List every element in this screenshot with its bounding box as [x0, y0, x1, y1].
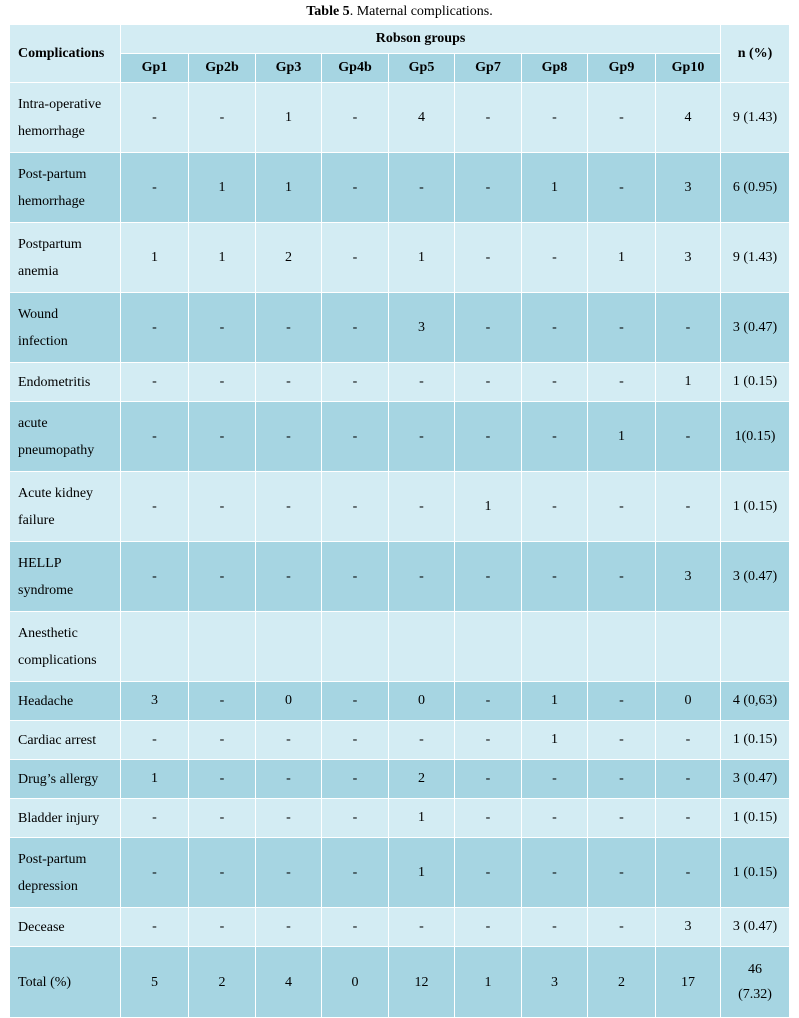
group-count-cell: - — [455, 760, 522, 799]
complication-label — [10, 947, 121, 1018]
group-count-cell: - — [588, 760, 656, 799]
complication-label-line: HELLP — [18, 555, 62, 571]
group-count-cell: 1 — [389, 223, 455, 293]
group-count-cell: - — [256, 472, 322, 542]
group-count-cell: - — [121, 153, 189, 223]
group-count-cell: - — [121, 799, 189, 838]
robson-groups-header: Robson groups — [121, 25, 721, 54]
complication-label-line: Cardiac arrest — [18, 732, 97, 748]
group-count-cell: - — [121, 838, 189, 908]
group-count-cell: - — [455, 402, 522, 472]
group-count-cell: - — [322, 721, 389, 760]
group-count-cell: 4 — [389, 83, 455, 153]
group-count-cell: - — [189, 83, 256, 153]
group-count-cell: - — [121, 908, 189, 947]
group-count-cell: 1 — [389, 799, 455, 838]
group-header: Gp7 — [455, 54, 522, 83]
group-count-cell: - — [121, 542, 189, 612]
group-count-cell: 17 — [656, 947, 721, 1018]
group-count-cell: - — [256, 402, 322, 472]
group-count-cell: - — [256, 721, 322, 760]
n-percent-cell — [721, 612, 790, 682]
group-header: Gp1 — [121, 54, 189, 83]
complication-label-line: anemia — [18, 263, 59, 279]
group-count-cell: 0 — [389, 682, 455, 721]
group-count-cell: - — [588, 838, 656, 908]
group-count-cell: - — [322, 153, 389, 223]
group-count-cell: - — [656, 838, 721, 908]
complication-label — [10, 682, 121, 721]
group-count-cell: - — [588, 542, 656, 612]
group-count-cell: - — [522, 760, 588, 799]
complication-label-line: Drug’s allergy — [18, 771, 99, 787]
n-percent-cell: 3 (0.47) — [721, 542, 790, 612]
complication-label-line: Headache — [18, 693, 74, 709]
n-percent-cell: 1 (0.15) — [721, 363, 790, 402]
group-count-cell: - — [389, 363, 455, 402]
group-header: Gp10 — [656, 54, 721, 83]
group-count-cell: 1 — [121, 223, 189, 293]
n-percent-line: 46 — [748, 962, 763, 977]
group-count-cell: - — [522, 223, 588, 293]
complication-label-line: Decease — [18, 919, 65, 935]
group-count-cell: 1 — [256, 153, 322, 223]
table-row — [10, 908, 790, 947]
n-percent-cell: 1 (0.15) — [721, 721, 790, 760]
complication-label-line: Post-partum — [18, 851, 87, 867]
group-count-cell: 5 — [121, 947, 189, 1018]
group-header: Gp4b — [322, 54, 389, 83]
table-row — [10, 542, 790, 612]
group-count-cell: - — [121, 293, 189, 363]
group-count-cell: - — [256, 799, 322, 838]
group-count-cell: - — [588, 363, 656, 402]
group-count-cell: 12 — [389, 947, 455, 1018]
total-row — [10, 947, 790, 1018]
n-percent-cell: 6 (0.95) — [721, 153, 790, 223]
group-count-cell: - — [588, 293, 656, 363]
group-count-cell: - — [588, 472, 656, 542]
group-count-cell: - — [322, 838, 389, 908]
n-percent-cell: 9 (1.43) — [721, 223, 790, 293]
group-header: Gp5 — [389, 54, 455, 83]
complication-label — [10, 799, 121, 838]
table-body — [10, 83, 790, 1018]
group-count-cell: 1 — [455, 947, 522, 1018]
group-count-cell: - — [522, 402, 588, 472]
table-row — [10, 83, 790, 153]
group-count-cell: - — [189, 838, 256, 908]
group-count-cell — [256, 612, 322, 682]
group-count-cell: 0 — [322, 947, 389, 1018]
group-count-cell: - — [121, 402, 189, 472]
group-count-cell: 1 — [656, 363, 721, 402]
group-count-cell: - — [455, 83, 522, 153]
group-count-cell: 3 — [656, 223, 721, 293]
group-count-cell: - — [455, 223, 522, 293]
complication-label-line: Wound — [18, 306, 59, 322]
group-count-cell — [522, 612, 588, 682]
group-count-cell: - — [256, 542, 322, 612]
group-count-cell: - — [256, 363, 322, 402]
n-percent-cell: 3 (0.47) — [721, 760, 790, 799]
table-row — [10, 682, 790, 721]
group-count-cell: - — [522, 799, 588, 838]
n-percent-cell: 9 (1.43) — [721, 83, 790, 153]
group-count-cell: - — [455, 682, 522, 721]
group-count-cell: 4 — [256, 947, 322, 1018]
table-row — [10, 472, 790, 542]
table-number: Table 5 — [306, 4, 350, 19]
group-count-cell: 0 — [256, 682, 322, 721]
group-count-cell: 1 — [522, 682, 588, 721]
group-count-cell: - — [389, 721, 455, 760]
group-count-cell: - — [656, 760, 721, 799]
complication-label-line: syndrome — [18, 582, 74, 598]
complication-label — [10, 908, 121, 947]
complication-label-line: pneumopathy — [18, 442, 95, 458]
complication-label-line: hemorrhage — [18, 193, 85, 209]
n-percent-line: (7.32) — [738, 987, 772, 1002]
table-row — [10, 760, 790, 799]
group-count-cell: - — [522, 908, 588, 947]
group-count-cell: - — [522, 363, 588, 402]
group-count-cell: - — [322, 799, 389, 838]
complication-label-line: Intra-operative — [18, 96, 102, 112]
header-row-2 — [10, 54, 790, 83]
complication-label-line: Postpartum — [18, 236, 82, 252]
group-count-cell: - — [656, 721, 721, 760]
n-percent-cell: 1(0.15) — [721, 402, 790, 472]
group-count-cell: - — [455, 542, 522, 612]
group-count-cell: - — [588, 721, 656, 760]
table-row — [10, 153, 790, 223]
group-count-cell: - — [656, 799, 721, 838]
complication-label — [10, 721, 121, 760]
complication-label — [10, 363, 121, 402]
n-percent-header: n (%) — [721, 25, 790, 83]
complication-label — [10, 472, 121, 542]
group-count-cell: - — [189, 363, 256, 402]
group-count-cell: - — [389, 153, 455, 223]
complication-label-line: acute — [18, 415, 48, 431]
group-count-cell: - — [656, 293, 721, 363]
group-count-cell: - — [189, 682, 256, 721]
group-count-cell — [588, 612, 656, 682]
table-row — [10, 838, 790, 908]
group-count-cell: - — [455, 721, 522, 760]
table-caption — [0, 0, 799, 24]
group-count-cell — [389, 612, 455, 682]
group-count-cell: - — [455, 838, 522, 908]
table-row — [10, 612, 790, 682]
group-count-cell: 2 — [389, 760, 455, 799]
group-count-cell — [322, 612, 389, 682]
group-count-cell: - — [189, 799, 256, 838]
group-count-cell: - — [322, 472, 389, 542]
group-count-cell: - — [189, 721, 256, 760]
complication-label — [10, 760, 121, 799]
group-count-cell: 1 — [588, 402, 656, 472]
group-count-cell — [189, 612, 256, 682]
group-count-cell: - — [256, 760, 322, 799]
complication-label-line: infection — [18, 333, 68, 349]
group-count-cell: - — [189, 402, 256, 472]
group-count-cell: 4 — [656, 83, 721, 153]
group-count-cell: - — [455, 908, 522, 947]
group-count-cell: - — [389, 542, 455, 612]
complication-label — [10, 223, 121, 293]
group-count-cell: - — [522, 838, 588, 908]
group-header: Gp8 — [522, 54, 588, 83]
complication-label — [10, 612, 121, 682]
complication-label-line: hemorrhage — [18, 123, 85, 139]
group-count-cell: - — [588, 153, 656, 223]
group-count-cell: 2 — [189, 947, 256, 1018]
group-count-cell: 1 — [189, 153, 256, 223]
n-percent-cell: 3 (0.47) — [721, 293, 790, 363]
group-count-cell: 3 — [389, 293, 455, 363]
group-count-cell: - — [389, 472, 455, 542]
group-count-cell: - — [322, 908, 389, 947]
n-percent-cell: 4 (0,63) — [721, 682, 790, 721]
complication-label — [10, 542, 121, 612]
complication-label — [10, 402, 121, 472]
group-count-cell: 1 — [455, 472, 522, 542]
group-count-cell: 3 — [121, 682, 189, 721]
group-count-cell: - — [189, 542, 256, 612]
group-count-cell: - — [322, 293, 389, 363]
group-count-cell: - — [522, 293, 588, 363]
group-count-cell: - — [256, 838, 322, 908]
group-header: Gp3 — [256, 54, 322, 83]
group-count-cell: - — [455, 799, 522, 838]
group-count-cell: 1 — [588, 223, 656, 293]
group-count-cell: 3 — [656, 542, 721, 612]
group-count-cell: 1 — [522, 721, 588, 760]
complication-label — [10, 293, 121, 363]
group-count-cell: - — [455, 363, 522, 402]
group-count-cell: 0 — [656, 682, 721, 721]
group-count-cell: - — [588, 799, 656, 838]
n-percent-cell: 1 (0.15) — [721, 838, 790, 908]
complication-label — [10, 83, 121, 153]
complication-label-line: Total (%) — [18, 974, 72, 990]
group-count-cell: - — [189, 760, 256, 799]
group-count-cell: - — [389, 402, 455, 472]
group-count-cell: - — [121, 363, 189, 402]
table-row — [10, 363, 790, 402]
group-count-cell: - — [189, 472, 256, 542]
table-row — [10, 799, 790, 838]
group-count-cell: 1 — [189, 223, 256, 293]
complication-label-line: Acute kidney — [18, 485, 94, 501]
group-count-cell: - — [322, 542, 389, 612]
group-count-cell: - — [588, 908, 656, 947]
group-count-cell — [656, 612, 721, 682]
group-count-cell: - — [322, 223, 389, 293]
table-row — [10, 293, 790, 363]
group-count-cell: 2 — [588, 947, 656, 1018]
table-row — [10, 721, 790, 760]
n-percent-cell: 3 (0.47) — [721, 908, 790, 947]
complication-label-line: Endometritis — [18, 374, 91, 390]
complication-label — [10, 153, 121, 223]
group-count-cell: 2 — [256, 223, 322, 293]
complication-label — [10, 838, 121, 908]
n-percent-cell: 1 (0.15) — [721, 472, 790, 542]
complication-label-line: complications — [18, 652, 97, 668]
group-count-cell: - — [656, 402, 721, 472]
group-count-cell: - — [322, 402, 389, 472]
group-count-cell: - — [455, 153, 522, 223]
complication-label-line: Anesthetic — [18, 625, 78, 641]
group-count-cell: - — [256, 293, 322, 363]
group-count-cell: - — [522, 542, 588, 612]
group-count-cell: - — [389, 908, 455, 947]
group-count-cell — [121, 612, 189, 682]
group-count-cell: - — [322, 760, 389, 799]
complication-label-line: failure — [18, 512, 55, 528]
group-count-cell: - — [121, 83, 189, 153]
group-count-cell: - — [189, 293, 256, 363]
group-count-cell: - — [656, 472, 721, 542]
group-count-cell: 1 — [256, 83, 322, 153]
group-count-cell: 3 — [522, 947, 588, 1018]
group-header: Gp9 — [588, 54, 656, 83]
complications-table — [9, 24, 790, 1018]
group-count-cell: - — [189, 908, 256, 947]
group-count-cell: - — [455, 293, 522, 363]
group-count-cell: - — [121, 721, 189, 760]
group-count-cell: 1 — [121, 760, 189, 799]
table-row — [10, 402, 790, 472]
group-count-cell: 1 — [522, 153, 588, 223]
complications-header: Complications — [10, 25, 121, 83]
group-count-cell: 3 — [656, 153, 721, 223]
group-count-cell: - — [522, 83, 588, 153]
group-count-cell: - — [322, 83, 389, 153]
table-row — [10, 223, 790, 293]
group-count-cell: 1 — [389, 838, 455, 908]
complication-label-line: depression — [18, 878, 78, 894]
complication-label-line: Bladder injury — [18, 810, 100, 826]
group-count-cell: - — [522, 472, 588, 542]
header-row-1 — [10, 25, 790, 54]
group-count-cell — [455, 612, 522, 682]
n-percent-cell — [721, 947, 790, 1018]
group-count-cell: - — [322, 682, 389, 721]
table-title: . Maternal complications. — [349, 4, 493, 19]
group-count-cell: 3 — [656, 908, 721, 947]
group-header: Gp2b — [189, 54, 256, 83]
group-count-cell: - — [588, 83, 656, 153]
group-count-cell: - — [121, 472, 189, 542]
complication-label-line: Post-partum — [18, 166, 87, 182]
group-count-cell: - — [588, 682, 656, 721]
n-percent-cell: 1 (0.15) — [721, 799, 790, 838]
group-count-cell: - — [256, 908, 322, 947]
group-count-cell: - — [322, 363, 389, 402]
